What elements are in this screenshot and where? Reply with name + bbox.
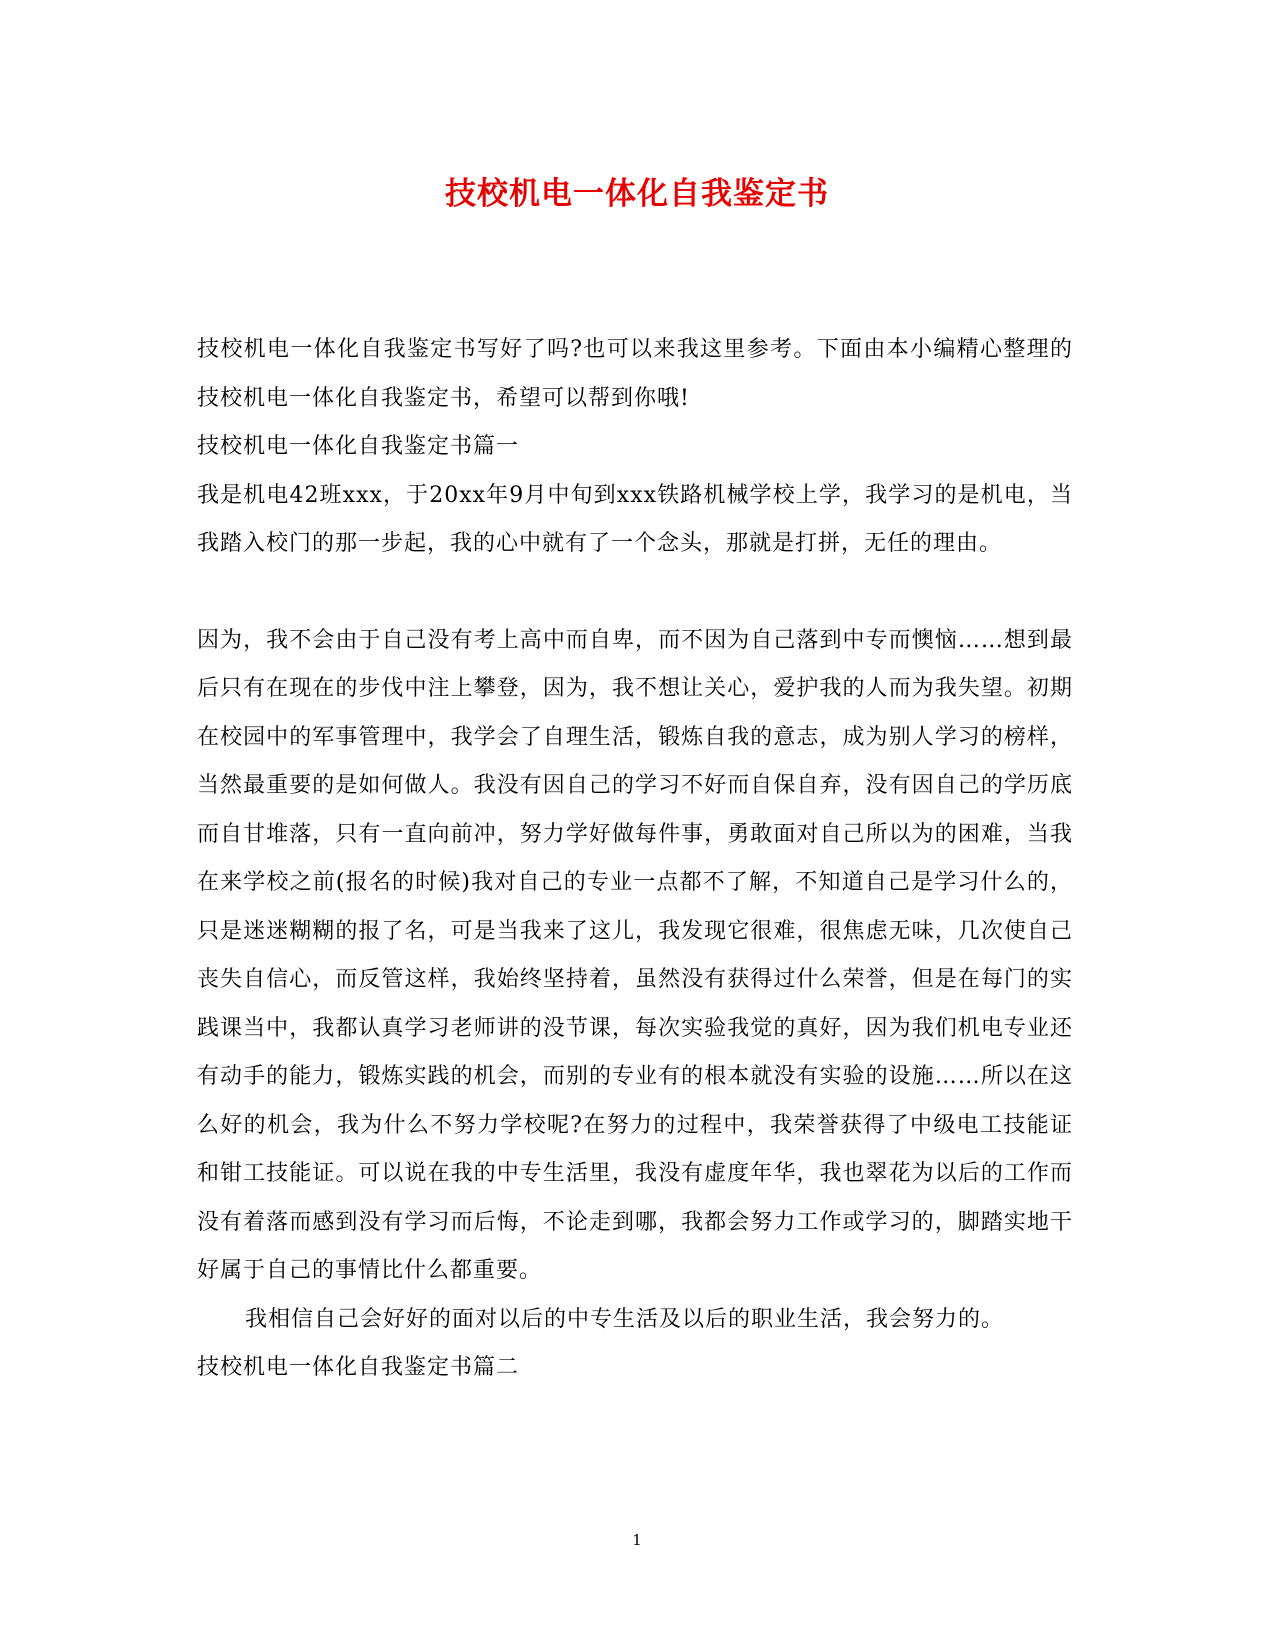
body-paragraph: 因为，我不会由于自己没有考上高中而自卑，而不因为自己落到中专而懊恼……想到最后只有在现在的步伐中注上攀登，因为，我不想让关心，爱护我的人而为我失望。初期在校园中的军事管理中，我学会了自理生活，锻炼自我的意志，成为别人学习的榜样，当然最重要的是如何做人。我没有因自己的学习不好而自保自弃，没有因自己的学历底而自甘堆落，只有一直向前冲，努力学好做每件事，勇敢面对自己所以为的困难，当我在来学校之前(报名的时候)我对自己的专业一点都不了解，不知道自己是学习什么的，只是迷迷糊糊的报了名，可是当我来了这儿，我发现它很难，很焦虑无味，几次使自己丧失自信心，而反管这样，我始终坚持着，虽然没有获得过什么荣誉，但是在每门的实践课当中，我都认真学习老师讲的没节课，每次实验我觉的真好，因为我们机电专业还有动手的能力，锻炼实践的机会，而别的专业有的根本就没有实验的设施……所以在这么好的机会，我为什么不努力学校呢?在努力的过程中，我荣誉获得了中级电工技能证和钳工技能证。可以说在我的中专生活里，我没有虚度年华，我也翠花为以后的工作而没有着落而感到没有学习而后悔，不论走到哪，我都会努力工作或学习的，脚踏实地干好属于自己的事情比什么都重要。 [197, 627, 1073, 1283]
intro-paragraph: 技校机电一体化自我鉴定书写好了吗?也可以来我这里参考。下面由本小编精心整理的技校机电一体化自我鉴定书，希望可以帮到你哦! [197, 337, 1073, 411]
body-paragraph: 我是机电42班xxx，于20xx年9月中旬到xxx铁路机械学校上学，我学习的是机电，当我踏入校门的那一步起，我的心中就有了一个念头，那就是打拼，无任的理由。 [197, 482, 1073, 556]
document-title: 技校机电一体化自我鉴定书 [445, 176, 829, 212]
section-heading-1: 技校机电一体化自我鉴定书篇一 [197, 434, 520, 459]
page-number: 1 [632, 1531, 642, 1549]
paragraph-spacer [197, 569, 1073, 617]
document-body [197, 326, 1073, 1393]
section-heading-2: 技校机电一体化自我鉴定书篇二 [197, 1355, 520, 1380]
body-paragraph: 我相信自己会好好的面对以后的中专生活及以后的职业生活，我会努力的。 [245, 1306, 1005, 1332]
